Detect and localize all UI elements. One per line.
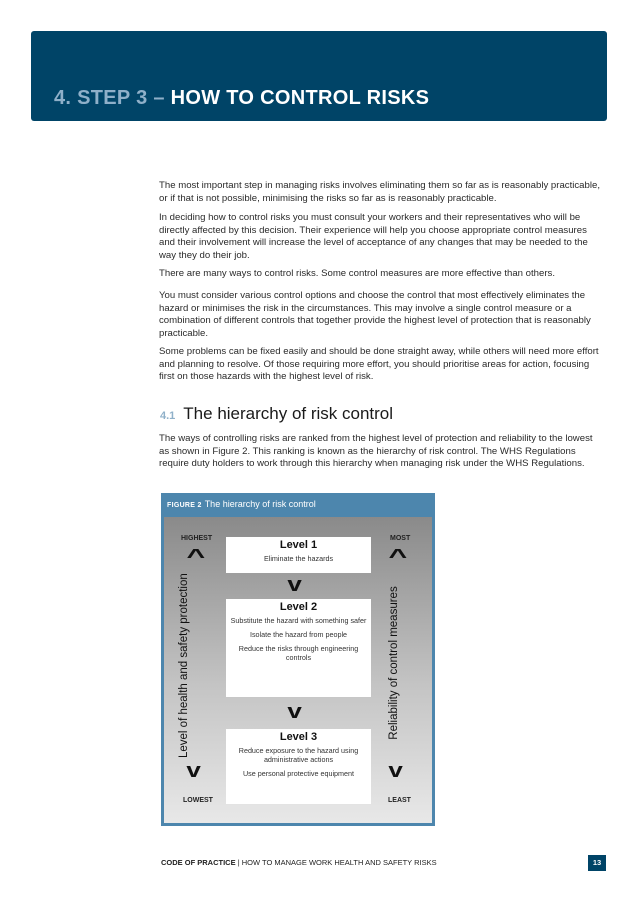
section-number: 4.1: [160, 410, 176, 422]
level-item: Substitute the hazard with something safer: [230, 616, 367, 625]
figure-label: FIGURE 2: [167, 502, 202, 509]
paragraph: The most important step in managing risks involves eliminating them so far as is reasonably practicable, or if that is not possible, minimising the risks so far as is reasonably practicable.: [159, 180, 600, 204]
label-least: LEAST: [388, 797, 411, 804]
chevron-down-icon: v: [388, 760, 403, 782]
chevron-down-icon: v: [287, 701, 302, 723]
level-item: Eliminate the hazards: [263, 554, 334, 563]
paragraph: Some problems can be fixed easily and should be done straight away, while others will need more effort and planning to resolve. Of those requiring more effort, you should prioritise areas for action, focusing first on those hazards with the highest level of risk.: [159, 346, 599, 383]
level-title: Level 2: [279, 601, 318, 613]
figure-caption-text: The hierarchy of risk control: [204, 499, 316, 509]
paragraph: There are many ways to control risks. Some control measures are more effective than others.: [159, 268, 555, 279]
section-intro: The ways of controlling risks are ranked from the highest level of protection and reliability to the lowest as shown in Figure 2. This ranking is known as the hierarchy of risk control. The WHS Regulations require duty holders to work through this hierarchy when managing risk under the WHS Regulations.: [159, 433, 593, 470]
level-3-box: [226, 729, 371, 804]
chevron-down-icon: v: [186, 760, 201, 782]
chapter-banner: [31, 31, 607, 121]
level-title: Level 3: [279, 731, 318, 743]
level-item: Use personal protective equipment: [242, 769, 355, 778]
level-2-box: [226, 599, 371, 697]
footer-separator: |: [237, 858, 240, 867]
left-axis-label: Level of health and safety protection: [178, 573, 190, 758]
level-title: Level 1: [279, 539, 318, 551]
footer-doc: CODE OF PRACTICE: [161, 858, 236, 867]
right-axis-label: Reliability of control measures: [388, 586, 400, 740]
section-heading: [160, 404, 393, 424]
chevron-up-icon: ^: [186, 546, 206, 568]
level-item: Reduce the risks through engineering controls: [238, 644, 359, 662]
label-highest: HIGHEST: [181, 535, 213, 542]
level-item: Reduce exposure to the hazard using administrative actions: [238, 746, 359, 764]
footer: [161, 858, 437, 867]
label-most: MOST: [390, 535, 411, 542]
paragraph: You must consider various control options and choose the control that most effectively eliminates the hazard or minimises the risk in the circumstances. This may involve a single control measure or a combination of different controls that together provide the highest level of protection that is reasonably practicable.: [159, 290, 591, 339]
chapter-number: 4. STEP 3 –: [54, 87, 165, 109]
level-1-box: [226, 537, 371, 573]
chapter-title-text: HOW TO CONTROL RISKS: [170, 87, 430, 109]
chapter-title: [54, 87, 429, 110]
level-item: Isolate the hazard from people: [249, 630, 348, 639]
footer-title: HOW TO MANAGE WORK HEALTH AND SAFETY RISKS: [241, 858, 437, 867]
figure-body: [164, 517, 432, 823]
figure-hierarchy: [161, 493, 435, 826]
label-lowest: LOWEST: [183, 797, 213, 804]
chevron-up-icon: ^: [388, 546, 408, 568]
figure-caption: [167, 499, 316, 509]
paragraph: In deciding how to control risks you must consult your workers and their representatives who will be directly affected by this decision. Their experience will help you choose appropriate control measures and their involvement will increase the level of acceptance of any changes that may be needed to the way they do their job.: [159, 212, 588, 261]
page-number: 13: [588, 855, 606, 871]
chevron-down-icon: v: [287, 574, 302, 596]
section-title: The hierarchy of risk control: [183, 404, 394, 423]
